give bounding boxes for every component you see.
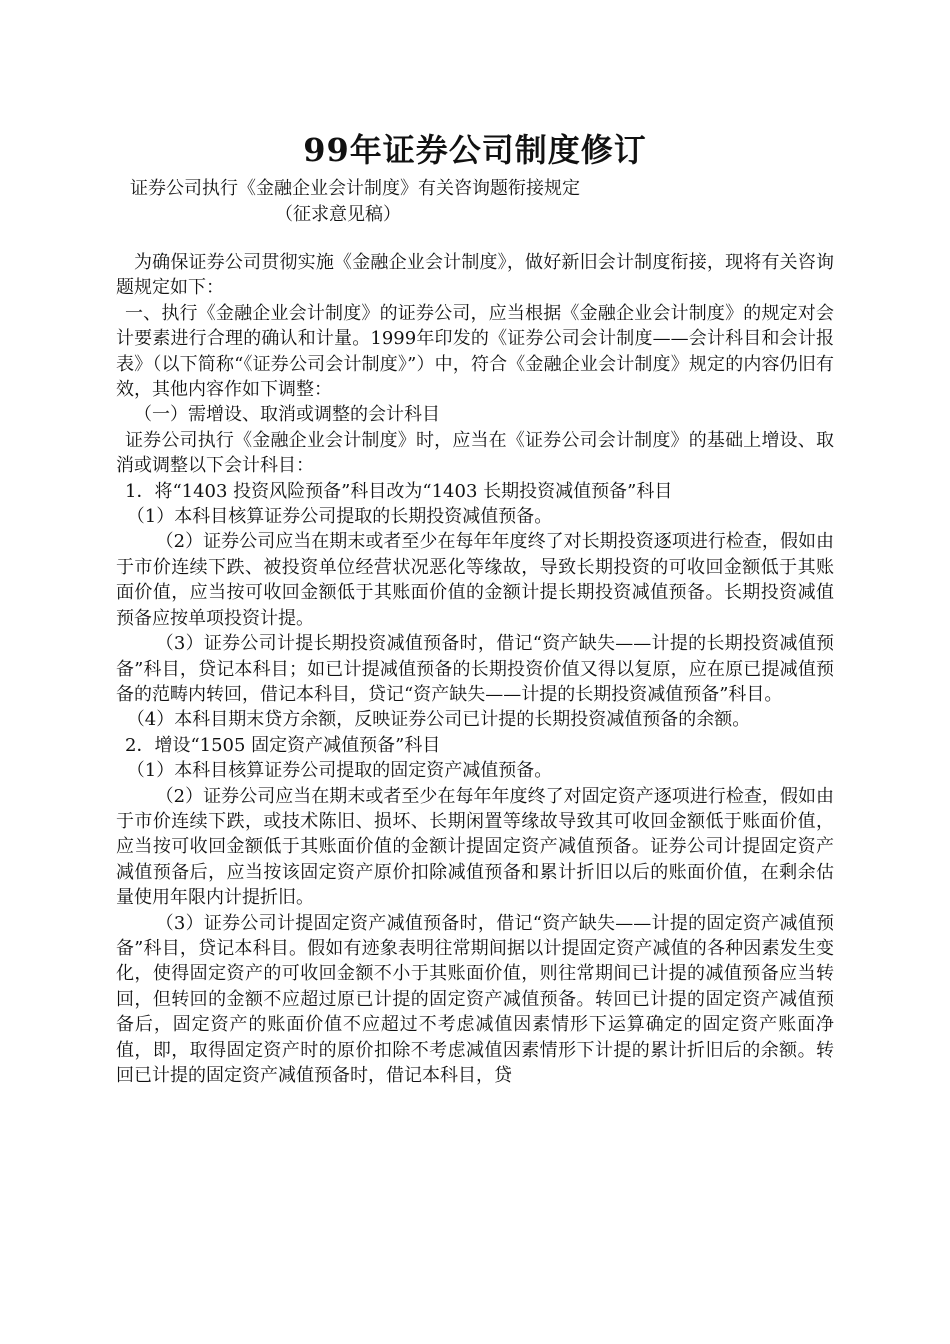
document-title: 99年证券公司制度修订 — [303, 131, 647, 169]
document-body — [116, 250, 834, 1088]
paragraph-item-2-3: （3）证券公司计提固定资产减值预备时，借记“资产缺失——计提的固定资产减值预备”科目，贷记本科目。假如有迹象表明往常期间据以计提固定资产减值的各种因素发生变化，使得固定资产的可收回金额不小于其账面价值，则往常期间已计提的减值预备应当转回，但转回的金额不应超过原已计提的固定资产减值预备。转回已计提的固定资产减值预备后，固定资产的账面价值不应超过不考虑减值因素情形下运算确定的固定资产账面净值，即，取得固定资产时的原价扣除不考虑减值因素情形下计提的累计折旧后的余额。转回已计提的固定资产减值预备时，借记本科目，贷 — [116, 912, 834, 1086]
paragraph-item-1-4: （4）本科目期末贷方余额，反映证券公司已计提的长期投资减值预备的余额。 — [126, 709, 751, 731]
paragraph-item-1-1: （1）本科目核算证券公司提取的长期投资减值预备。 — [126, 506, 553, 528]
paragraph-item-1-heading: 1．将“1403 投资风险预备”科目改为“1403 长期投资减值预备”科目 — [125, 480, 673, 502]
paragraph-intro: 为确保证券公司贯彻实施《金融企业会计制度》，做好新旧会计制度衔接，现将有关咨询题规定如下： — [116, 252, 834, 299]
paragraph-section-one: 一、执行《金融企业会计制度》的证券公司，应当根据《金融企业会计制度》的规定对会计要素进行合理的确认和计量。1999年印发的《证券公司会计制度——会计科目和会计报表》（以下简称“《证券公司会计制度》”）中，符合《金融企业会计制度》规定的内容仍旧有效，其他内容作如下调整： — [116, 302, 834, 401]
paragraph-item-1-3: （3）证券公司计提长期投资减值预备时，借记“资产缺失——计提的长期投资减值预备”科目，贷记本科目；如已计提减值预备的长期投资价值又得以复原，应在原已提减值预备的范畴内转回，借记本科目，贷记“资产缺失——计提的长期投资减值预备”科目。 — [116, 633, 834, 705]
paragraph-item-1-2: （2）证券公司应当在期末或者至少在每年年度终了对长期投资逐项进行检查，假如由于市价连续下跌、被投资单位经营状况恶化等缘故，导致长期投资的可收回金额低于其账面价值，应当按可收回金额低于其账面价值的金额计提长期投资减值预备。长期投资减值预备应按单项投资计提。 — [116, 531, 834, 629]
paragraph-item-2-2: （2）证券公司应当在期末或者至少在每年年度终了对固定资产逐项进行检查，假如由于市价连续下跌，或技术陈旧、损坏、长期闲置等缘故导致其可收回金额低于账面价值，应当按可收回金额低于其账面价值的金额计提固定资产减值预备。证券公司计提固定资产减值预备后，应当按该固定资产原价扣除减值预备和累计折旧以后的账面价值，在剩余估量使用年限内计提折旧。 — [116, 785, 834, 909]
paragraph-item-2-heading: 2．增设“1505 固定资产减值预备”科目 — [125, 734, 441, 756]
paragraph-item-2-1: （1）本科目核算证券公司提取的固定资产减值预备。 — [126, 760, 553, 782]
document-subtitle: 证券公司执行《金融企业会计制度》有关咨询题衔接规定 — [130, 178, 580, 199]
paragraph-subsection-intro: 证券公司执行《金融企业会计制度》时，应当在《证券公司会计制度》的基础上增设、取消或调整以下会计科目： — [116, 429, 834, 477]
document-subtitle-note: （征求意见稿） — [275, 204, 401, 225]
paragraph-subsection-heading: （一）需增设、取消或调整的会计科目 — [134, 404, 440, 426]
